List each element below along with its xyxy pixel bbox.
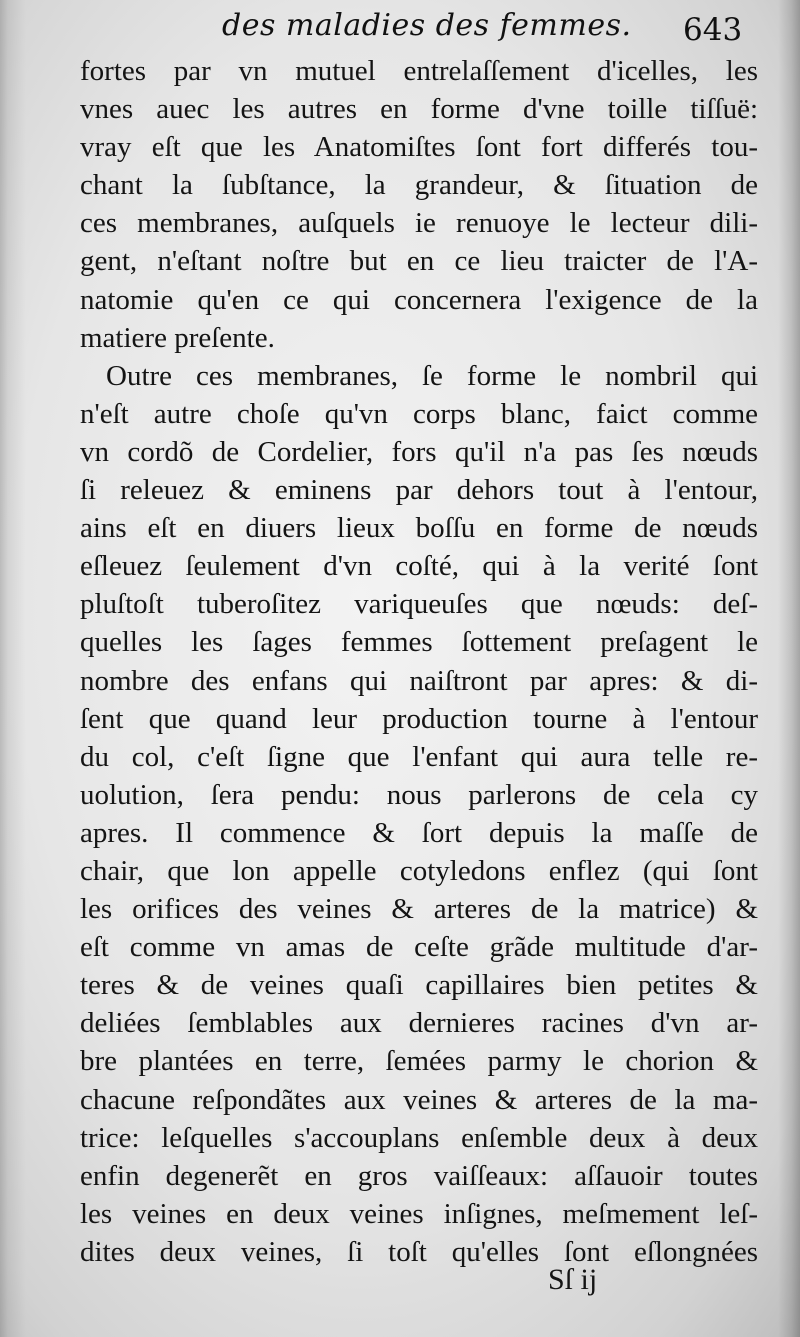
body-text	[80, 52, 758, 1271]
text-line: du col, c'eſt ſigne que l'enfant qui aura telle re-	[80, 740, 758, 773]
text-line: bre plantées en terre, ſemées parmy le chorion &	[80, 1045, 758, 1078]
text-line: vn cordõ de Cordelier, fors qu'il n'a pas ſes nœuds	[80, 435, 758, 468]
text-line: ces membranes, auſquels ie renuoye le lecteur dili-	[80, 207, 758, 240]
text-line: vnes auec les autres en forme d'vne toille tiſſuë:	[80, 93, 758, 126]
text-line: les orifices des veines & arteres de la matrice) &	[80, 893, 758, 926]
page-number: 643	[683, 12, 743, 48]
text-line: trice: leſquelles s'accouplans enſemble deux à deux	[80, 1121, 758, 1154]
text-line: vray eſt que les Anatomiſtes ſont fort differés tou-	[80, 131, 758, 164]
text-line: pluſtoſt tuberoſitez variqueuſes que nœuds: deſ-	[80, 588, 758, 621]
text-line: les veines en deux veines inſignes, meſmement leſ-	[80, 1197, 758, 1230]
text-line: fortes par vn mutuel entrelaſſement d'icelles, les	[80, 55, 758, 87]
text-line: ains eſt en diuers lieux boſſu en forme de nœuds	[80, 512, 758, 545]
text-line: nombre des enfans qui naiſtront par apres: & di-	[80, 664, 758, 697]
text-line: dites deux veines, ſi toſt qu'elles ſont eſlongnées	[80, 1235, 758, 1268]
text-line: chacune reſpondãtes aux veines & arteres de la ma-	[80, 1083, 758, 1116]
running-head: des maladies des femmes.	[222, 8, 632, 43]
text-line: gent, n'eſtant noſtre but en ce lieu traicter de l'A-	[80, 245, 758, 278]
text-line: ſent que quand leur production tourne à l'entour	[80, 702, 758, 735]
text-line: chair, que lon appelle cotyledons enflez (qui ſont	[80, 854, 758, 887]
text-line: enfin degenerẽt en gros vaiſſeaux: aſſauoir toutes	[80, 1159, 758, 1192]
text-line: ſi releuez & eminens par dehors tout à l'entour,	[80, 474, 758, 507]
text-line: n'eſt autre choſe qu'vn corps blanc, faict comme	[80, 397, 758, 430]
text-line: natomie qu'en ce qui concernera l'exigence de la	[80, 283, 758, 316]
signature-mark: Sſ ij	[548, 1263, 598, 1296]
text-line: apres. Il commence & ſort depuis la maſſe de	[80, 816, 758, 849]
text-line: chant la ſubſtance, la grandeur, & ſituation de	[80, 169, 758, 202]
page-shadow-right	[778, 0, 800, 1337]
text-line: eſleuez ſeulement d'vn coſté, qui à la verité ſont	[80, 550, 758, 583]
text-line: teres & de veines quaſi capillaires bien petites &	[80, 969, 758, 1002]
text-line: quelles les ſages femmes ſottement preſagent le	[80, 626, 758, 659]
text-line: uolution, ſera pendu: nous parlerons de cela cy	[80, 778, 758, 811]
text-line: eſt comme vn amas de ceſte grãde multitude d'ar-	[80, 931, 758, 964]
text-line: matiere preſente.	[80, 321, 275, 354]
paragraph-start-line: Outre ces membranes, ſe forme le nombril qui	[106, 359, 758, 392]
text-line: deliées ſemblables aux dernieres racines d'vn ar-	[80, 1007, 758, 1040]
page-shadow-left	[0, 0, 26, 1337]
